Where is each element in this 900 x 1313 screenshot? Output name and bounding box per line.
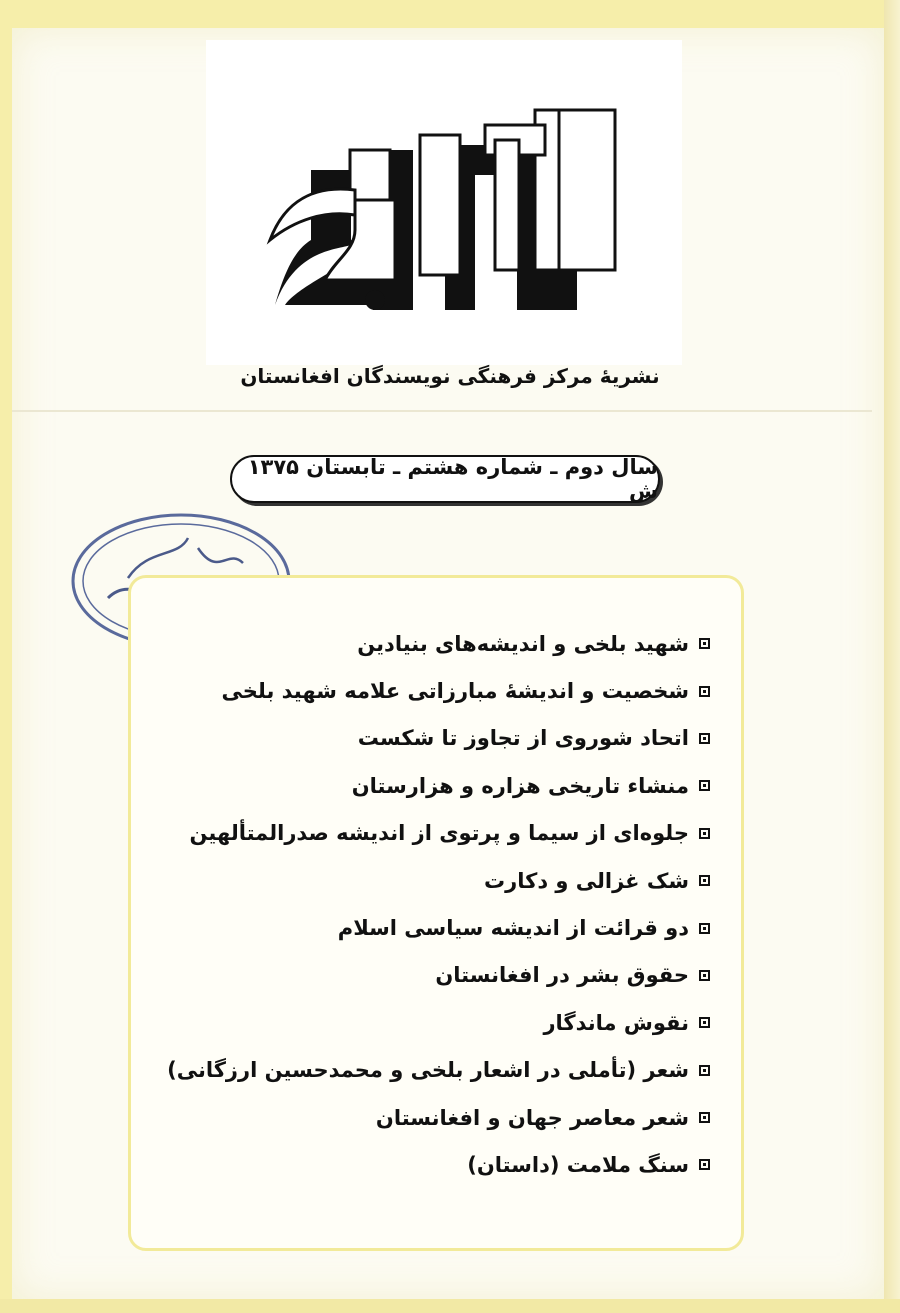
toc-item: منشاء تاریخی هزاره و هزارستان xyxy=(150,762,710,809)
section-divider xyxy=(12,410,872,412)
toc-item: جلوه‌ای از سیما و پرتوی از اندیشه صدرالمتألهین xyxy=(150,810,710,857)
square-bullet-icon xyxy=(699,780,710,791)
toc-item: دو قرائت از اندیشه سیاسی اسلام xyxy=(150,904,710,951)
toc-item: سنگ ملامت (داستان) xyxy=(150,1141,710,1188)
page-edge-bottom xyxy=(0,1299,900,1313)
square-bullet-icon xyxy=(699,970,710,981)
square-bullet-icon xyxy=(699,638,710,649)
square-bullet-icon xyxy=(699,875,710,886)
square-bullet-icon xyxy=(699,1017,710,1028)
toc-item: شک غزالی و دکارت xyxy=(150,857,710,904)
square-bullet-icon xyxy=(699,1112,710,1123)
toc-item: حقوق بشر در افغانستان xyxy=(150,952,710,999)
square-bullet-icon xyxy=(699,733,710,744)
masthead-logo xyxy=(255,90,635,320)
toc-item: شهید بلخی و اندیشه‌های بنیادین xyxy=(150,620,710,667)
toc-item: نقوش ماندگار xyxy=(150,999,710,1046)
issue-label: سال دوم ـ شماره هشتم ـ تابستان ۱۳۷۵ ش xyxy=(247,455,658,503)
toc-item: شعر (تأملی در اشعار بلخی و محمدحسین ارزگانی) xyxy=(150,1047,710,1094)
square-bullet-icon xyxy=(699,923,710,934)
toc-item: شخصیت و اندیشهٔ مبارزاتی علامه شهید بلخی xyxy=(150,667,710,714)
masthead-subtitle: نشریهٔ مرکز فرهنگی نویسندگان افغانستان xyxy=(240,364,660,388)
table-of-contents xyxy=(150,620,710,1189)
square-bullet-icon xyxy=(699,1065,710,1076)
square-bullet-icon xyxy=(699,1159,710,1170)
issue-info-box xyxy=(230,455,660,503)
toc-item: اتحاد شوروی از تجاوز تا شکست xyxy=(150,715,710,762)
toc-item: شعر معاصر جهان و افغانستان xyxy=(150,1094,710,1141)
page-edge xyxy=(884,0,900,1313)
square-bullet-icon xyxy=(699,686,710,697)
square-bullet-icon xyxy=(699,828,710,839)
